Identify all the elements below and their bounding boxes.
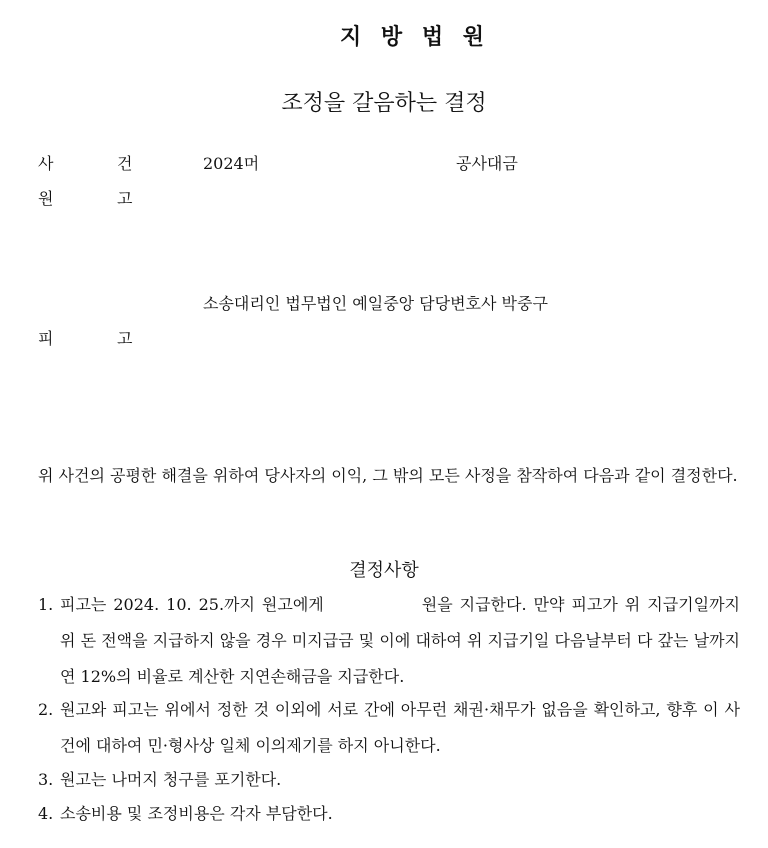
item-number: 3.	[38, 770, 54, 789]
decision-item	[38, 587, 740, 695]
case-label-char-1: 사	[38, 154, 54, 173]
case-name: 공사대금	[456, 154, 518, 173]
preamble-paragraph: 위 사건의 공평한 해결을 위하여 당사자의 이익, 그 밖의 모든 사정을 참작하여 다음과 같이 결정한다.	[38, 466, 738, 485]
decision-item	[38, 762, 740, 798]
item-text: 원고와 피고는 위에서 정한 것 이외에 서로 간에 아무런 채권·채무가 없음을 확인하고, 향후 이 사건에 대하여 민·형사상 일체 이의제기를 하지 아니한다.	[60, 700, 740, 755]
item-text-before-blank: 피고는 2024. 10. 25.까지 원고에게	[60, 595, 324, 614]
court-name: 지 방 법 원	[340, 25, 490, 50]
defendant-label-char-2: 고	[117, 329, 133, 348]
item-number: 4.	[38, 804, 54, 823]
item-text: 원고는 나머지 청구를 포기한다.	[60, 770, 282, 789]
item-number: 2.	[38, 700, 54, 719]
defendant-label-char-1: 피	[38, 329, 54, 348]
item-text	[60, 587, 740, 695]
item-number: 1.	[38, 595, 54, 614]
plaintiff-label-char-2: 고	[117, 189, 133, 208]
plaintiff-representative: 소송대리인 법무법인 예일중앙 담당변호사 박중구	[203, 294, 548, 313]
decision-heading: 결정사항	[349, 560, 419, 581]
decision-item	[38, 796, 740, 832]
plaintiff-label-char-1: 원	[38, 189, 54, 208]
decision-item	[38, 692, 740, 764]
item-text-after-blank: 원을 지급한다. 만약 피고가 위 지급기일까지 위 돈 전액을 지급하지 않을 경우 미지급금 및 이에 대하여 위 지급기일 다음날부터 다 갚는 날까지 연 12%의 비율로 계산한 지연손해금을 지급한다.	[60, 595, 740, 686]
case-number: 2024머	[203, 154, 260, 173]
case-label-char-2: 건	[117, 154, 133, 173]
item-text: 소송비용 및 조정비용은 각자 부담한다.	[60, 804, 333, 823]
document-title: 조정을 갈음하는 결정	[281, 91, 487, 116]
